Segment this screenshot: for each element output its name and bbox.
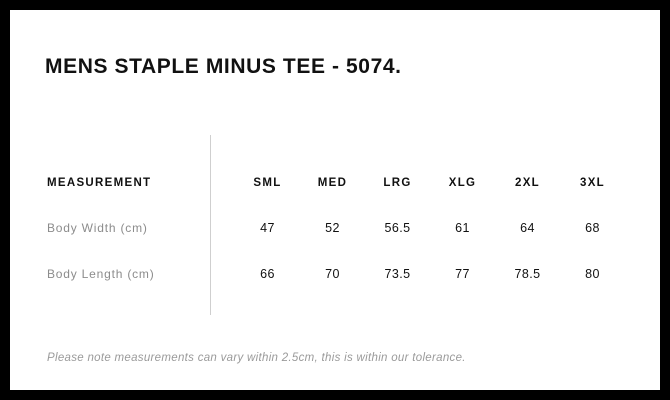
column-header-3xl: 3XL bbox=[580, 176, 605, 189]
cell-body-length-3xl: 80 bbox=[585, 267, 600, 281]
row-label-body-length: Body Length (cm) bbox=[47, 267, 155, 281]
cell-body-width-xlg: 61 bbox=[455, 221, 470, 235]
cell-body-length-xlg: 77 bbox=[455, 267, 470, 281]
column-header-sml: SML bbox=[253, 176, 282, 189]
row-label-body-width: Body Width (cm) bbox=[47, 221, 148, 235]
page-title: MENS STAPLE MINUS TEE - 5074. bbox=[45, 55, 402, 78]
column-header-lrg: LRG bbox=[383, 176, 412, 189]
cell-body-width-3xl: 68 bbox=[585, 221, 600, 235]
tolerance-note: Please note measurements can vary within 2.5cm, this is within our tolerance. bbox=[47, 352, 466, 364]
column-header-measurement: MEASUREMENT bbox=[47, 176, 152, 189]
cell-body-length-med: 70 bbox=[325, 267, 340, 281]
size-chart-page bbox=[10, 10, 660, 390]
cell-body-length-2xl: 78.5 bbox=[514, 267, 541, 281]
cell-body-width-sml: 47 bbox=[260, 221, 275, 235]
cell-body-width-2xl: 64 bbox=[520, 221, 535, 235]
table-row bbox=[45, 251, 625, 297]
cell-body-width-lrg: 56.5 bbox=[384, 221, 411, 235]
cell-body-width-med: 52 bbox=[325, 221, 340, 235]
column-header-xlg: XLG bbox=[448, 176, 477, 189]
size-chart-table bbox=[45, 160, 625, 297]
cell-body-length-sml: 66 bbox=[260, 267, 275, 281]
cell-body-length-lrg: 73.5 bbox=[384, 267, 411, 281]
table-header-row bbox=[45, 160, 625, 205]
table-row bbox=[45, 205, 625, 251]
column-header-med: MED bbox=[317, 176, 348, 189]
column-header-2xl: 2XL bbox=[515, 176, 540, 189]
